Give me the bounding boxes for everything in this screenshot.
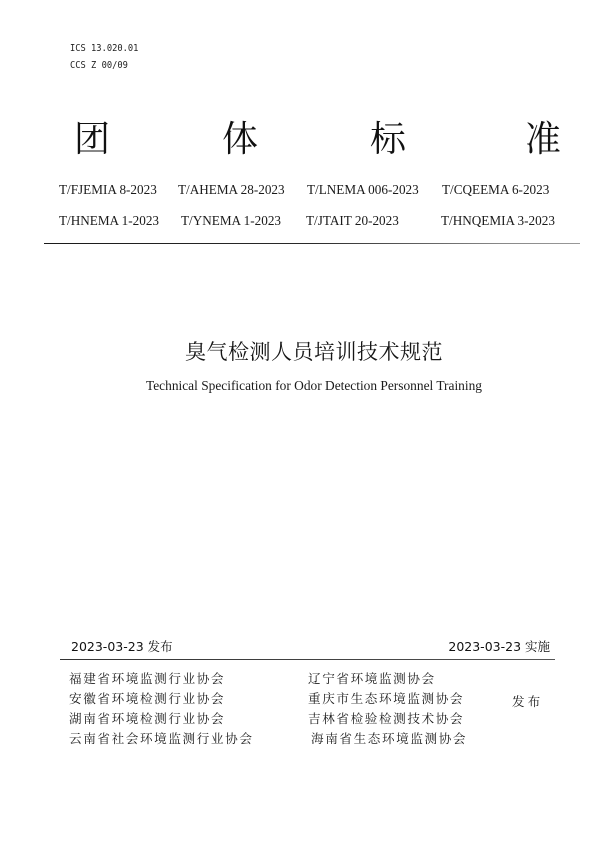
standard-number: T/CQEEMA 6-2023 xyxy=(442,182,550,197)
standard-type-char-3: 标 xyxy=(370,119,407,160)
standard-number: T/LNEMA 006-2023 xyxy=(307,182,419,197)
document-title-en: Technical Specification for Odor Detection Personnel Training xyxy=(146,378,482,393)
issuer-org: 福建省环境监测行业协会 xyxy=(69,671,226,686)
publish-label: 发布 xyxy=(512,694,544,709)
header-divider xyxy=(44,243,580,244)
ics-code: ICS 13.020.01 xyxy=(70,43,139,54)
issuer-org: 重庆市生态环境监测协会 xyxy=(308,691,465,706)
standard-number: T/YNEMA 1-2023 xyxy=(181,213,282,228)
footer-divider xyxy=(60,659,555,660)
standard-type-char-1: 团 xyxy=(74,119,111,160)
standard-number: T/AHEMA 28-2023 xyxy=(178,182,285,197)
standard-number: T/JTAIT 20-2023 xyxy=(306,213,399,228)
publish-date: 2023-03-23 发布 xyxy=(71,639,173,654)
standard-number: T/FJEMIA 8-2023 xyxy=(59,182,157,197)
issuer-org: 海南省生态环境监测协会 xyxy=(311,731,468,746)
standard-number: T/HNEMA 1-2023 xyxy=(59,213,160,228)
issuer-org: 安徽省环境检测行业协会 xyxy=(69,691,226,706)
standard-type-char-4: 准 xyxy=(525,119,562,160)
implement-date: 2023-03-23 实施 xyxy=(448,639,550,654)
standard-type-char-2: 体 xyxy=(222,119,259,160)
issuer-org: 吉林省检验检测技术协会 xyxy=(308,711,465,726)
standard-number: T/HNQEMIA 3-2023 xyxy=(441,213,555,228)
issuer-org: 辽宁省环境监测协会 xyxy=(308,671,436,686)
issuer-org: 湖南省环境检测行业协会 xyxy=(69,711,226,726)
ccs-code: CCS Z 00/09 xyxy=(70,60,128,71)
issuer-org: 云南省社会环境监测行业协会 xyxy=(69,731,254,746)
document-title-cn: 臭气检测人员培训技术规范 xyxy=(185,340,443,364)
